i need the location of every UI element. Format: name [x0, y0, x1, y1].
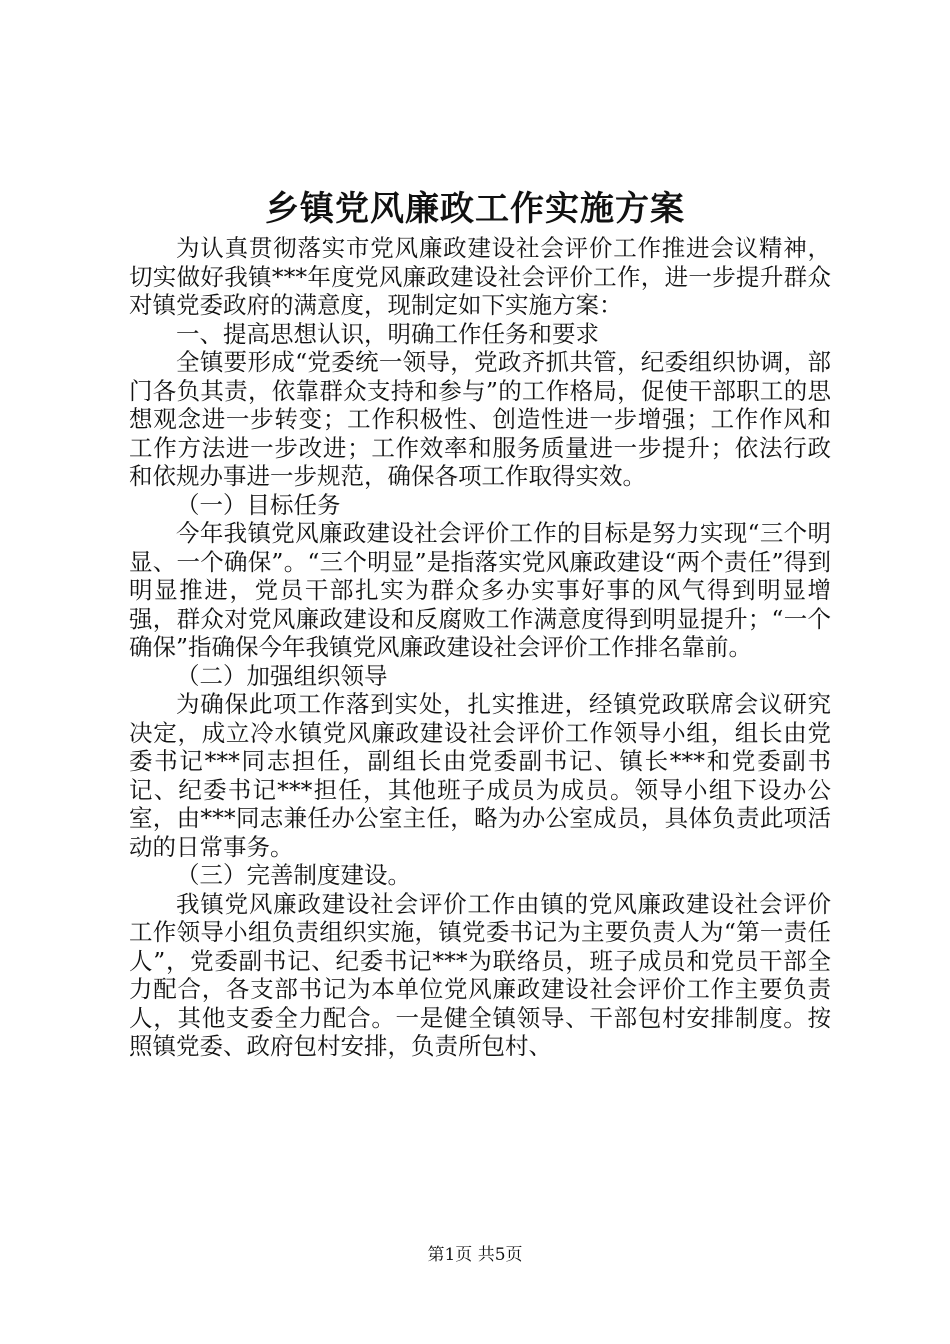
subsection-heading-1: （一）目标任务	[176, 490, 341, 519]
body-paragraph: 今年我镇党风廉政建设社会评价工作的目标是努力实现“三个明显、一个确保”。“三个明显”是指落实党风廉政建设“两个责任”得到明显推进，党员干部扎实为群众多办实事好事的风气得到明显增强，群众对党风廉政建设和反腐败工作满意度得到明显提升；“一个确保”指确保今年我镇党风廉政建设社会评价工作排名靠前。	[129, 519, 831, 661]
document-title: 乡镇党风廉政工作实施方案	[265, 189, 685, 229]
document-body	[129, 234, 831, 1061]
subsection-heading-2: （二）加强组织领导	[176, 661, 388, 690]
body-paragraph: 我镇党风廉政建设社会评价工作由镇的党风廉政建设社会评价工作领导小组负责组织实施，镇党委书记为主要负责人为“第一责任人”，党委副书记、纪委书记***为联络员，班子成员和党员干部全力配合，各支部书记为本单位党风廉政建设社会评价工作主要负责人，其他支委全力配合。一是健全镇领导、干部包村安排制度。按照镇党委、政府包村安排，负责所包村、	[129, 889, 831, 1060]
subsection-heading-3: （三）完善制度建设。	[176, 861, 411, 889]
body-paragraph: 全镇要形成“党委统一领导，党政齐抓共管，纪委组织协调，部门各负其责，依靠群众支持和参与”的工作格局，促使干部职工的思想观念进一步转变；工作积极性、创造性进一步增强；工作作风和工作方法进一步改进；工作效率和服务质量进一步提升；依法行政和依规办事进一步规范，确保各项工作取得实效。	[129, 348, 831, 490]
body-paragraph: 为确保此项工作落到实处，扎实推进，经镇党政联席会议研究决定，成立冷水镇党风廉政建设社会评价工作领导小组，组长由党委书记***同志担任，副组长由党委副书记、镇长***和党委副书记、纪委书记***担任，其他班子成员为成员。领导小组下设办公室，由***同志兼任办公室主任，略为办公室成员，具体负责此项活动的日常事务。	[129, 690, 831, 861]
section-heading-1: 一、提高思想认识，明确工作任务和要求	[176, 319, 599, 348]
page-footer: 第1页 共5页	[427, 1245, 523, 1265]
intro-paragraph: 为认真贯彻落实市党风廉政建设社会评价工作推进会议精神，切实做好我镇***年度党风廉政建设社会评价工作，进一步提升群众对镇党委政府的满意度，现制定如下实施方案：	[129, 234, 831, 319]
